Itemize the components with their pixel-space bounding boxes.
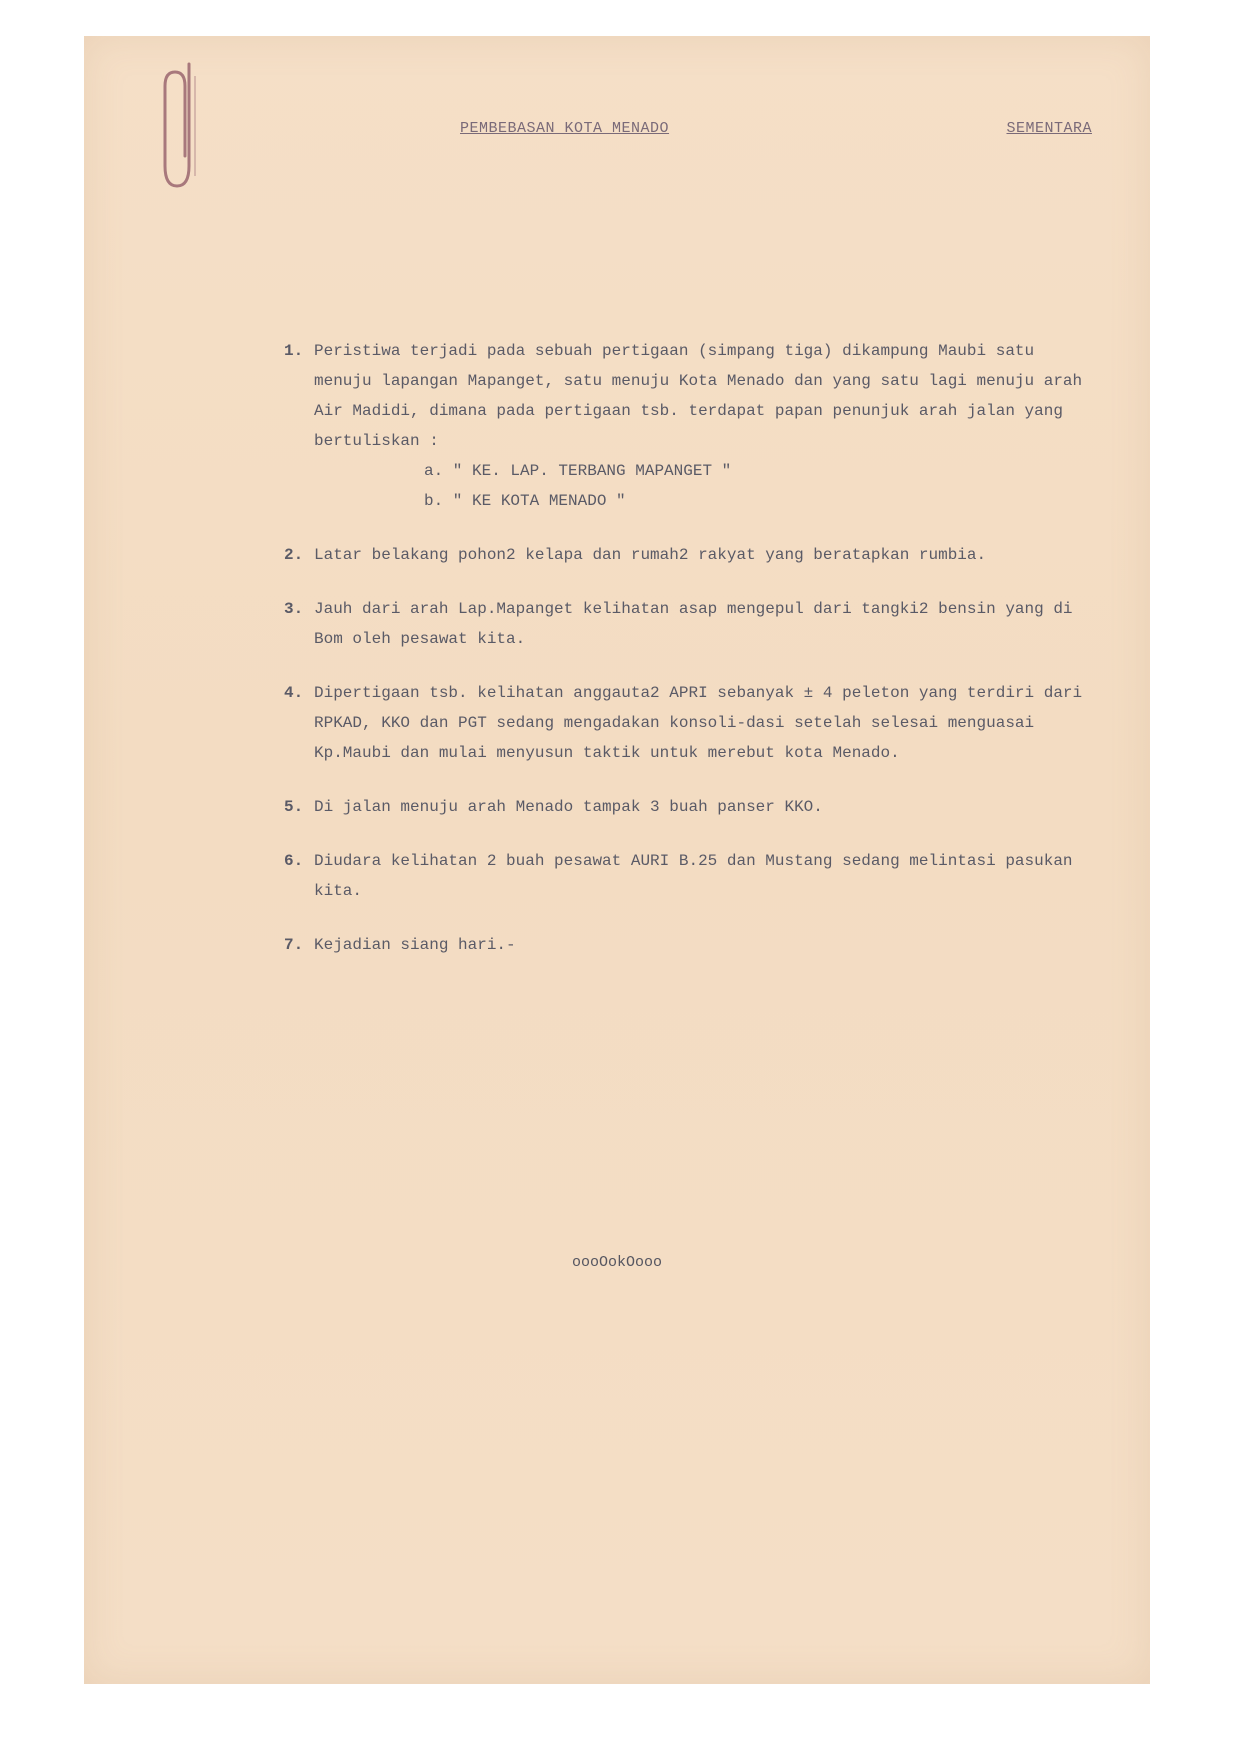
paper-clip-icon <box>159 56 203 196</box>
list-item <box>284 678 1092 768</box>
item-number: 6. <box>284 852 304 870</box>
item-text: Kejadian siang hari.- <box>314 936 516 954</box>
item-text: Di jalan menuju arah Menado tampak 3 buah panser KKO. <box>314 798 823 816</box>
sub-item: a. " KE. LAP. TERBANG MAPANGET " <box>424 462 732 480</box>
closing-mark: oooOokOooo <box>571 1254 662 1271</box>
list-item <box>284 846 1084 906</box>
list-item <box>284 594 1084 654</box>
sub-item: b. " KE KOTA MENADO " <box>424 492 626 510</box>
item-number: 7. <box>284 936 304 954</box>
item-number: 3. <box>284 600 304 618</box>
list-item <box>284 540 1084 570</box>
item-text: Dipertigaan tsb. kelihatan anggauta2 APRI sebanyak ± 4 peleton yang terdiri dari RPKAD, KKO dan PGT sedang mengadakan konsoli-dasi setelah selesai menguasai Kp.Maubi dan mulai menyusun taktik untuk merebut kota Menado. <box>314 684 1092 762</box>
item-number: 5. <box>284 798 304 816</box>
list-item <box>284 930 1084 960</box>
item-text: Latar belakang pohon2 kelapa dan rumah2 rakyat yang beratapkan rumbia. <box>314 546 987 564</box>
item-text: Peristiwa terjadi pada sebuah pertigaan (simpang tiga) dikampung Maubi satu menuju lapangan Mapanget, satu menuju Kota Menado dan yang satu lagi menuju arah Air Madidi, dimana pada pertigaan tsb. terdapat papan penunjuk arah jalan yang bertuliskan : <box>314 342 1092 450</box>
item-list <box>284 336 1092 984</box>
list-item <box>284 336 1092 516</box>
item-text: Diudara kelihatan 2 buah pesawat AURI B.25 dan Mustang sedang melintasi pasukan kita. <box>314 852 1083 900</box>
item-number: 4. <box>284 684 304 702</box>
list-item <box>284 792 1084 822</box>
item-number: 2. <box>284 546 304 564</box>
document-title: PEMBEBASAN KOTA MENADO <box>460 120 670 137</box>
document-page <box>84 36 1150 1684</box>
item-number: 1. <box>284 342 304 360</box>
classification-label: SEMENTARA <box>1006 120 1092 137</box>
item-text: Jauh dari arah Lap.Mapanget kelihatan asap mengepul dari tangki2 bensin yang di Bom oleh pesawat kita. <box>314 600 1083 648</box>
